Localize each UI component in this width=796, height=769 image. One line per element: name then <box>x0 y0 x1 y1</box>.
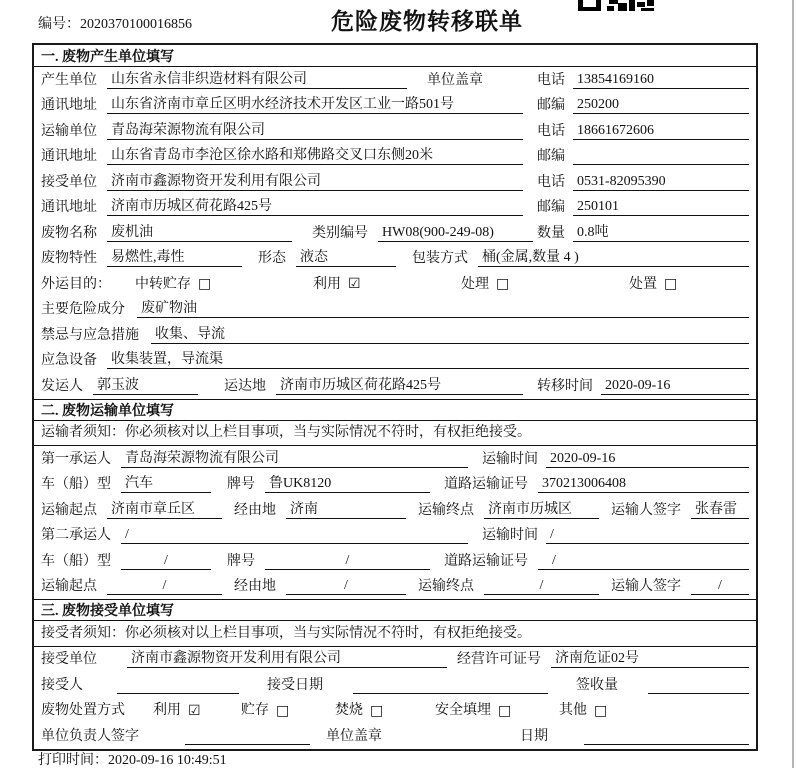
taboo-value: 收集、导流 <box>151 323 749 344</box>
plate2-value: / <box>265 553 430 570</box>
accept-unit-value: 济南市鑫源物资开发利用有限公司 <box>127 647 447 668</box>
row-route1 <box>34 497 756 523</box>
origin1-value: 济南市章丘区 <box>107 498 222 519</box>
checkbox-checked-icon: ☑ <box>188 702 201 719</box>
row-acceptor <box>34 672 756 698</box>
option-label: 利用 <box>153 703 181 718</box>
row-producer <box>34 67 756 93</box>
shipper-value: 郭玉波 <box>93 374 198 395</box>
carrier-sign-label: 运输人签字 <box>611 579 681 594</box>
receiver-zip-value: 250101 <box>573 199 749 216</box>
purpose-option-reuse <box>313 273 461 293</box>
transporter-phone-group <box>537 120 749 140</box>
phone-label: 电话 <box>537 123 565 139</box>
hazard-label: 主要危险成分 <box>41 302 125 317</box>
vehicle-type2-value: / <box>121 553 211 570</box>
producer-phone-group <box>537 69 749 89</box>
address-label: 通讯地址 <box>41 200 97 215</box>
road-permit1-value: 370213006408 <box>538 476 749 493</box>
signed-qty-value <box>648 677 749 694</box>
qr-code-icon <box>578 0 654 11</box>
row-vehicle2 <box>34 548 756 574</box>
producer-zip-group <box>537 94 749 114</box>
waste-name-label: 废物名称 <box>41 225 97 241</box>
option-label: 贮存 <box>241 703 269 718</box>
transport-time1-group <box>482 448 749 468</box>
equipment-value: 收集装置，导流渠 <box>107 348 749 369</box>
option-label: 处置 <box>629 276 657 292</box>
form-state-value: 液态 <box>296 246 396 267</box>
option-label: 焚烧 <box>335 703 363 718</box>
taboo-label: 禁忌与应急措施 <box>41 327 139 343</box>
packing-label: 包装方式 <box>412 251 468 266</box>
quantity-label: 数量 <box>537 225 565 241</box>
row-receiver-address <box>34 195 756 221</box>
category-value: HW08(900-249-08) <box>378 225 533 242</box>
row-transporter-address <box>34 144 756 170</box>
serial-number: 2020370100016856 <box>80 17 192 32</box>
end-label: 运输终点 <box>418 579 474 594</box>
destination-label: 运达地 <box>224 378 266 394</box>
row-receiver-notice <box>34 621 756 647</box>
head-sign-value <box>185 728 310 745</box>
accept-unit-label: 接受单位 <box>41 652 97 667</box>
producer-zip-value: 250200 <box>573 97 749 114</box>
character-label: 废物特性 <box>41 251 97 266</box>
checkbox-unchecked-icon: □ <box>496 276 510 293</box>
waste-name-value: 废机油 <box>107 221 292 242</box>
row-transporter-notice <box>34 421 756 447</box>
disposal-option-reuse <box>153 699 241 719</box>
row-route2 <box>34 574 756 600</box>
address-label: 通讯地址 <box>41 149 97 164</box>
producer-phone-value: 13854169160 <box>573 72 749 89</box>
transporter-phone-value: 18661672606 <box>573 123 749 140</box>
producer-address-value: 山东省济南市章丘区明水经济技术开发区工业一路501号 <box>107 93 523 114</box>
row-vehicle1 <box>34 472 756 498</box>
carrier1-value: 青岛海荣源物流有限公司 <box>121 447 468 468</box>
plate1-value: 鲁UK8120 <box>265 472 430 493</box>
road-permit-label: 道路运输证号 <box>444 553 528 569</box>
transport-time-label: 运输时间 <box>482 528 538 543</box>
receiver-value: 济南市鑫源物资开发利用有限公司 <box>107 170 523 191</box>
transport-time-label: 运输时间 <box>482 451 538 467</box>
checkbox-unchecked-icon: □ <box>664 276 678 293</box>
checkbox-checked-icon: ☑ <box>348 276 361 293</box>
character-value: 易燃性,毒性 <box>107 246 242 267</box>
via-label: 经由地 <box>234 502 276 518</box>
print-time-label: 打印时间： <box>38 753 108 768</box>
end2-value: / <box>484 578 599 595</box>
transporter-notice-text: 运输者须知：你必须核对以上栏目事项，当与实际情况不符时，有权拒绝接受。 <box>41 425 531 440</box>
purpose-option-disposal <box>629 273 677 293</box>
form-title: 危险废物转移联单 <box>331 9 523 34</box>
unit-seal-label: 单位盖章 <box>326 728 382 744</box>
checkbox-unchecked-icon: □ <box>498 702 512 719</box>
equipment-label: 应急设备 <box>41 353 97 368</box>
receiver-phone-value: 0531-82095390 <box>573 174 749 191</box>
vehicle-type-label: 车（船）型 <box>41 553 111 569</box>
accept-date-label: 接受日期 <box>267 677 323 693</box>
packing-value: 桶(金属,数量 4 ) <box>478 246 749 267</box>
shipper-label: 发运人 <box>41 378 83 394</box>
row-accept-unit <box>34 647 756 673</box>
date-value <box>584 728 749 745</box>
disposal-option-storage <box>241 699 335 719</box>
address-label: 通讯地址 <box>41 98 97 113</box>
option-label: 处理 <box>461 276 489 292</box>
transport-time2-group <box>482 524 749 544</box>
transporter-address-value: 山东省青岛市李沧区徐水路和郑佛路交叉口东侧20米 <box>107 144 523 165</box>
receiver-address-value: 济南市历城区荷花路425号 <box>107 195 523 216</box>
transporter-zip-value <box>573 148 749 165</box>
unit-seal-label: 单位盖章 <box>427 72 483 88</box>
checkbox-unchecked-icon: □ <box>594 702 608 719</box>
receiver-label: 接受单位 <box>41 174 97 190</box>
origin-label: 运输起点 <box>41 502 97 518</box>
serial-label: 编号： <box>38 17 80 32</box>
purpose-option-transfer-storage <box>135 273 313 293</box>
end1-value: 济南市历城区 <box>484 498 599 519</box>
transfer-form-table <box>32 43 758 751</box>
option-label: 利用 <box>313 276 341 292</box>
print-time-value: 2020-09-16 10:49:51 <box>108 753 227 768</box>
receiver-notice-text: 接受者须知：你必须核对以上栏目事项，当与实际情况不符时，有权拒绝接受。 <box>41 625 531 641</box>
end-label: 运输终点 <box>418 502 474 518</box>
section1-header: 一. 废物产生单位填写 <box>34 45 756 67</box>
serial-row <box>38 13 192 33</box>
carrier-sign2-value: / <box>691 578 749 595</box>
phone-label: 电话 <box>537 174 565 190</box>
row-waste-name <box>34 220 756 246</box>
producer-value: 山东省永信非织造材料有限公司 <box>107 68 407 89</box>
hazard-value: 废矿物油 <box>137 297 749 318</box>
origin-label: 运输起点 <box>41 579 97 594</box>
checkbox-unchecked-icon: □ <box>276 702 290 719</box>
via-label: 经由地 <box>234 579 276 594</box>
category-label: 类别编号 <box>312 225 368 241</box>
transporter-label: 运输单位 <box>41 123 97 139</box>
zip-label: 邮编 <box>537 149 565 164</box>
print-time-row <box>38 749 227 769</box>
row-transporter <box>34 118 756 144</box>
acceptor-value <box>117 677 239 694</box>
row-carrier1 <box>34 446 756 472</box>
vehicle-type-label: 车（船）型 <box>41 477 111 492</box>
road-permit-label: 道路运输证号 <box>444 477 528 492</box>
option-label: 其他 <box>559 703 587 718</box>
disposal-option-other <box>559 699 607 719</box>
purpose-label: 外运目的： <box>41 276 111 292</box>
plate-label: 牌号 <box>227 477 255 492</box>
road-permit2-value: / <box>538 553 749 570</box>
plate-label: 牌号 <box>227 553 255 569</box>
transfer-time-group <box>537 375 749 395</box>
row-hazard-component <box>34 297 756 323</box>
disposal-label: 废物处置方式 <box>41 703 125 718</box>
carrier2-label: 第二承运人 <box>41 528 111 543</box>
transfer-time-value: 2020-09-16 <box>601 378 749 395</box>
row-producer-address <box>34 93 756 119</box>
section3-header: 三. 废物接受单位填写 <box>34 599 756 621</box>
accept-date-value <box>353 677 548 694</box>
destination-value: 济南市历城区荷花路425号 <box>276 374 523 395</box>
carrier-sign1-value: 张春雷 <box>691 498 749 519</box>
receiver-zip-group <box>537 196 749 216</box>
signed-qty-label: 签收量 <box>576 677 618 693</box>
via2-value: / <box>286 578 406 595</box>
transport-time2-value: / <box>546 527 749 544</box>
option-label: 安全填埋 <box>435 703 491 718</box>
producer-label: 产生单位 <box>41 72 97 88</box>
phone-label: 电话 <box>537 72 565 88</box>
row-emergency-equipment <box>34 348 756 374</box>
zip-label: 邮编 <box>537 200 565 215</box>
row-head-signature <box>34 723 756 749</box>
row-purpose <box>34 271 756 297</box>
option-label: 中转贮存 <box>135 276 191 292</box>
quantity-group <box>537 221 749 242</box>
checkbox-unchecked-icon: □ <box>370 702 384 719</box>
carrier2-value: / <box>121 527 468 544</box>
section2-header: 二. 废物运输单位填写 <box>34 399 756 421</box>
zip-label: 邮编 <box>537 98 565 113</box>
receiver-phone-group <box>537 171 749 191</box>
row-shipper <box>34 373 756 399</box>
date-label: 日期 <box>520 728 548 744</box>
acceptor-label: 接受人 <box>41 677 83 693</box>
vehicle-type1-value: 汽车 <box>121 472 211 493</box>
origin2-value: / <box>107 578 222 595</box>
transport-time1-value: 2020-09-16 <box>546 451 749 468</box>
purpose-option-treatment <box>461 273 629 293</box>
via1-value: 济南 <box>286 498 406 519</box>
row-waste-character <box>34 246 756 272</box>
transporter-value: 青岛海荣源物流有限公司 <box>107 119 523 140</box>
form-state-label: 形态 <box>258 251 286 266</box>
page-right-edge <box>792 0 794 768</box>
transporter-zip-group <box>537 145 749 165</box>
disposal-option-incineration <box>335 699 435 719</box>
carrier1-label: 第一承运人 <box>41 451 111 467</box>
permit-value: 济南危证02号 <box>551 647 749 668</box>
row-receiver <box>34 169 756 195</box>
carrier-sign-label: 运输人签字 <box>611 502 681 518</box>
row-taboo-measures <box>34 322 756 348</box>
transfer-time-label: 转移时间 <box>537 378 593 394</box>
permit-label: 经营许可证号 <box>457 652 541 667</box>
row-carrier2 <box>34 523 756 549</box>
checkbox-unchecked-icon: □ <box>198 276 212 293</box>
disposal-option-landfill <box>435 699 559 719</box>
quantity-value: 0.8吨 <box>573 221 749 242</box>
row-disposal-method <box>34 698 756 724</box>
head-sign-label: 单位负责人签字 <box>41 728 139 744</box>
